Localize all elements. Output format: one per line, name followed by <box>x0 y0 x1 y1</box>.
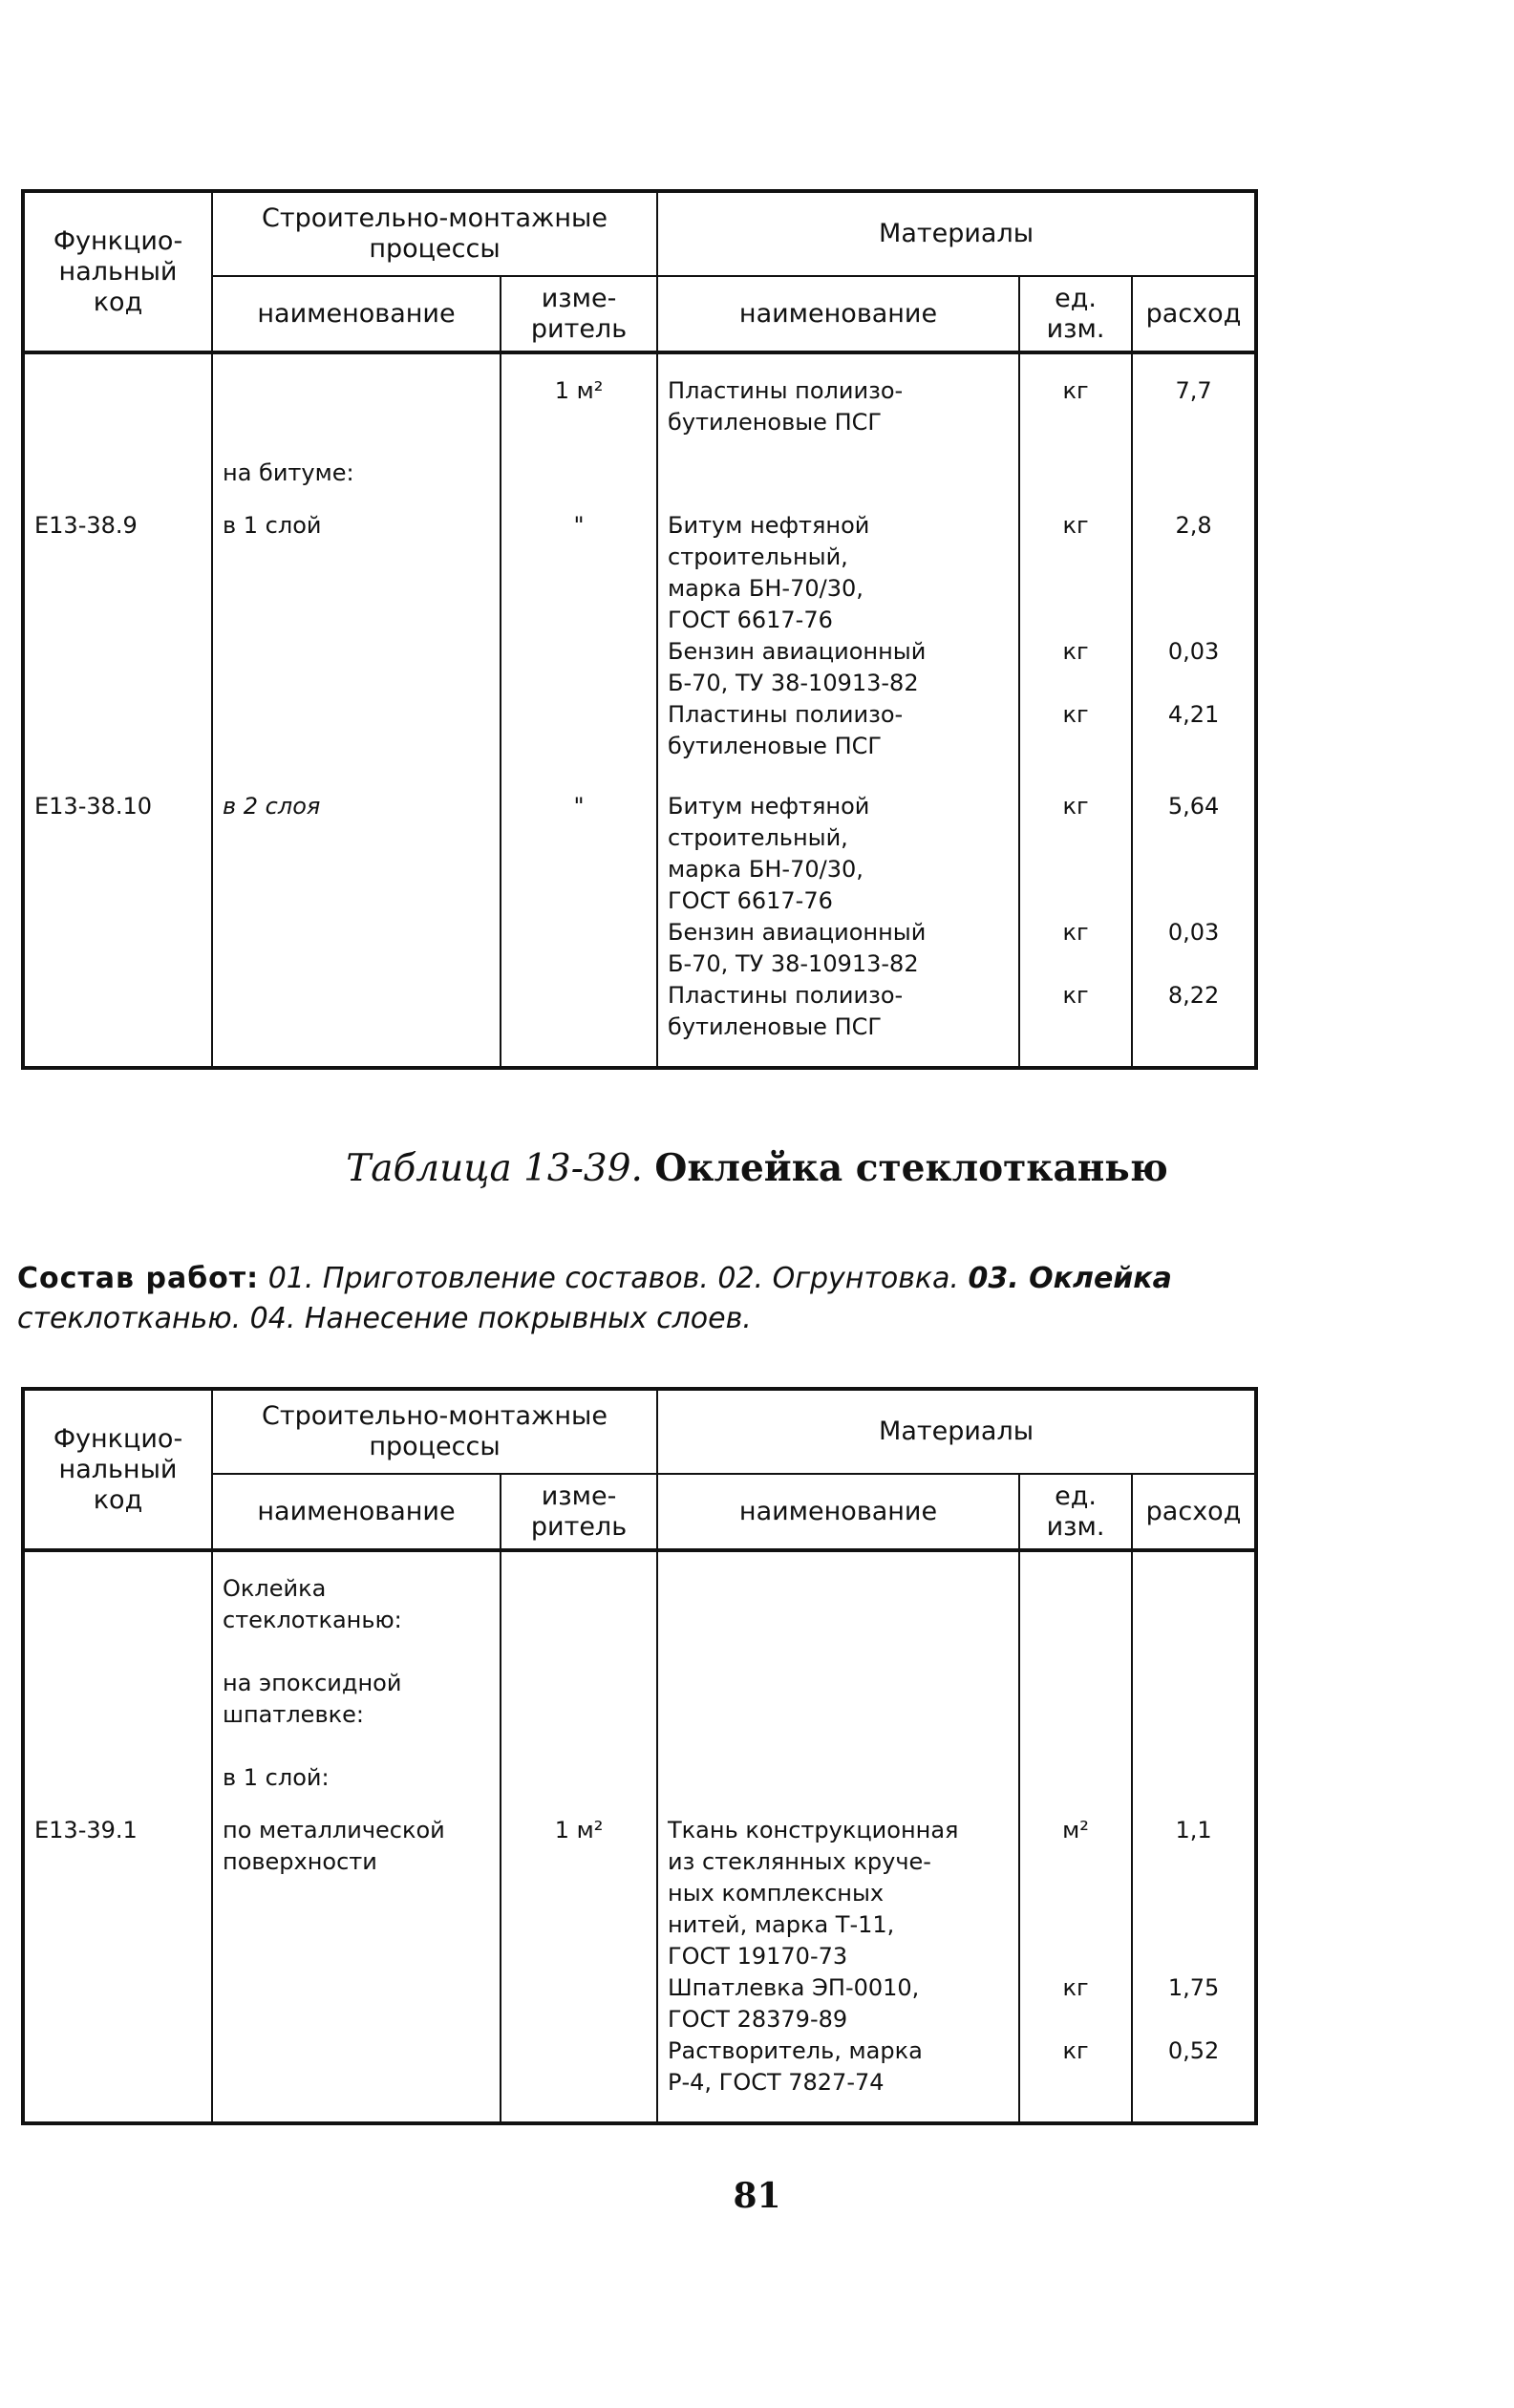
material-cell: Шпатлевка ЭП-0010, ГОСТ 28379-89 <box>657 1972 1019 2035</box>
unit-cell: кг <box>1019 375 1132 438</box>
group-heading: на битуме: <box>212 438 501 510</box>
table-row <box>23 375 1256 438</box>
section-title <box>0 1146 1514 1190</box>
table-row <box>23 1550 1256 1815</box>
code-cell: Е13-39.1 <box>23 1815 212 1972</box>
table-row <box>23 917 1256 980</box>
process-cell: в 2 слоя <box>212 791 501 917</box>
rate-cell: 1,1 <box>1132 1815 1256 1972</box>
rate-cell: 8,22 <box>1132 980 1256 1043</box>
rate-cell: 1,75 <box>1132 1972 1256 2035</box>
col-processes: Строительно-монтажные процессы <box>212 1389 657 1474</box>
material-cell: Битум нефтяной строительный, марка БН-70/30, ГОСТ 6617-76 <box>657 791 1019 917</box>
table-row <box>23 791 1256 917</box>
col-func-code: Функцио-нальный код <box>23 191 212 352</box>
material-cell: Пластины полиизо- бутиленовые ПСГ <box>657 375 1019 438</box>
meter-cell: " <box>501 791 657 917</box>
unit-cell: кг <box>1019 791 1132 917</box>
col-rate: расход <box>1132 1474 1256 1550</box>
rate-cell: 5,64 <box>1132 791 1256 917</box>
table-number: Таблица 13-39. <box>346 1147 643 1190</box>
unit-cell: кг <box>1019 510 1132 636</box>
meter-cell: 1 м² <box>501 375 657 438</box>
material-cell: Ткань конструкционная из стеклянных круче- ных комплексных нитей, марка Т-11, ГОСТ 19170-73 <box>657 1815 1019 1972</box>
material-cell: Пластины полиизо- бутиленовые ПСГ <box>657 980 1019 1043</box>
material-cell: Растворитель, марка Р-4, ГОСТ 7827-74 <box>657 2035 1019 2099</box>
rate-cell: 0,52 <box>1132 2035 1256 2099</box>
group-heading: Оклейка стеклотканью: на эпоксидной шпатлевке: в 1 слой: <box>212 1550 501 1815</box>
col-rate: расход <box>1132 276 1256 352</box>
rate-cell: 0,03 <box>1132 636 1256 699</box>
table-name: Оклейка стеклотканью <box>654 1146 1168 1190</box>
col-materials: Материалы <box>657 1389 1256 1474</box>
col-meter: изме-ритель <box>501 1474 657 1550</box>
unit-cell: м² <box>1019 1815 1132 1972</box>
material-cell: Бензин авиационный Б-70, ТУ 38-10913-82 <box>657 636 1019 699</box>
col-unit: ед. изм. <box>1019 1474 1132 1550</box>
meter-cell: " <box>501 510 657 636</box>
unit-cell: кг <box>1019 980 1132 1043</box>
table-row <box>23 636 1256 699</box>
unit-cell: кг <box>1019 1972 1132 2035</box>
work-composition-label: Состав работ: <box>17 1262 260 1295</box>
rate-cell: 7,7 <box>1132 375 1256 438</box>
material-cell: Бензин авиационный Б-70, ТУ 38-10913-82 <box>657 917 1019 980</box>
col-material-name: наименование <box>657 276 1019 352</box>
unit-cell: кг <box>1019 2035 1132 2099</box>
rate-cell: 0,03 <box>1132 917 1256 980</box>
material-cell: Пластины полиизо- бутиленовые ПСГ <box>657 699 1019 791</box>
col-func-code: Функцио-нальный код <box>23 1389 212 1550</box>
table-row <box>23 438 1256 510</box>
table-row <box>23 1815 1256 1972</box>
material-cell: Битум нефтяной строительный, марка БН-70/30, ГОСТ 6617-76 <box>657 510 1019 636</box>
table-row <box>23 699 1256 791</box>
table-13-39 <box>21 1387 1258 2125</box>
code-cell: Е13-38.10 <box>23 791 212 917</box>
col-meter: изме-ритель <box>501 276 657 352</box>
unit-cell: кг <box>1019 917 1132 980</box>
col-processes: Строительно-монтажные процессы <box>212 191 657 276</box>
table-row <box>23 510 1256 636</box>
process-cell: в 1 слой <box>212 510 501 636</box>
rate-cell: 2,8 <box>1132 510 1256 636</box>
unit-cell: кг <box>1019 636 1132 699</box>
col-process-name: наименование <box>212 276 501 352</box>
table-row <box>23 980 1256 1043</box>
meter-cell: 1 м² <box>501 1815 657 1972</box>
rate-cell: 4,21 <box>1132 699 1256 791</box>
col-material-name: наименование <box>657 1474 1019 1550</box>
page-number: 81 <box>733 2176 781 2216</box>
code-cell: Е13-38.9 <box>23 510 212 636</box>
table-row <box>23 2035 1256 2099</box>
unit-cell: кг <box>1019 699 1132 791</box>
col-materials: Материалы <box>657 191 1256 276</box>
col-process-name: наименование <box>212 1474 501 1550</box>
work-composition: Состав работ: 01. Приготовление составов. 02. Огрунтовка. 03. Оклейка стеклотканью. 04. Нанесение покрывных слоев. <box>17 1262 1172 1335</box>
table-13-38 <box>21 189 1258 1070</box>
table-row <box>23 1972 1256 2035</box>
process-cell: по металлической поверхности <box>212 1815 501 1972</box>
col-unit: ед. изм. <box>1019 276 1132 352</box>
